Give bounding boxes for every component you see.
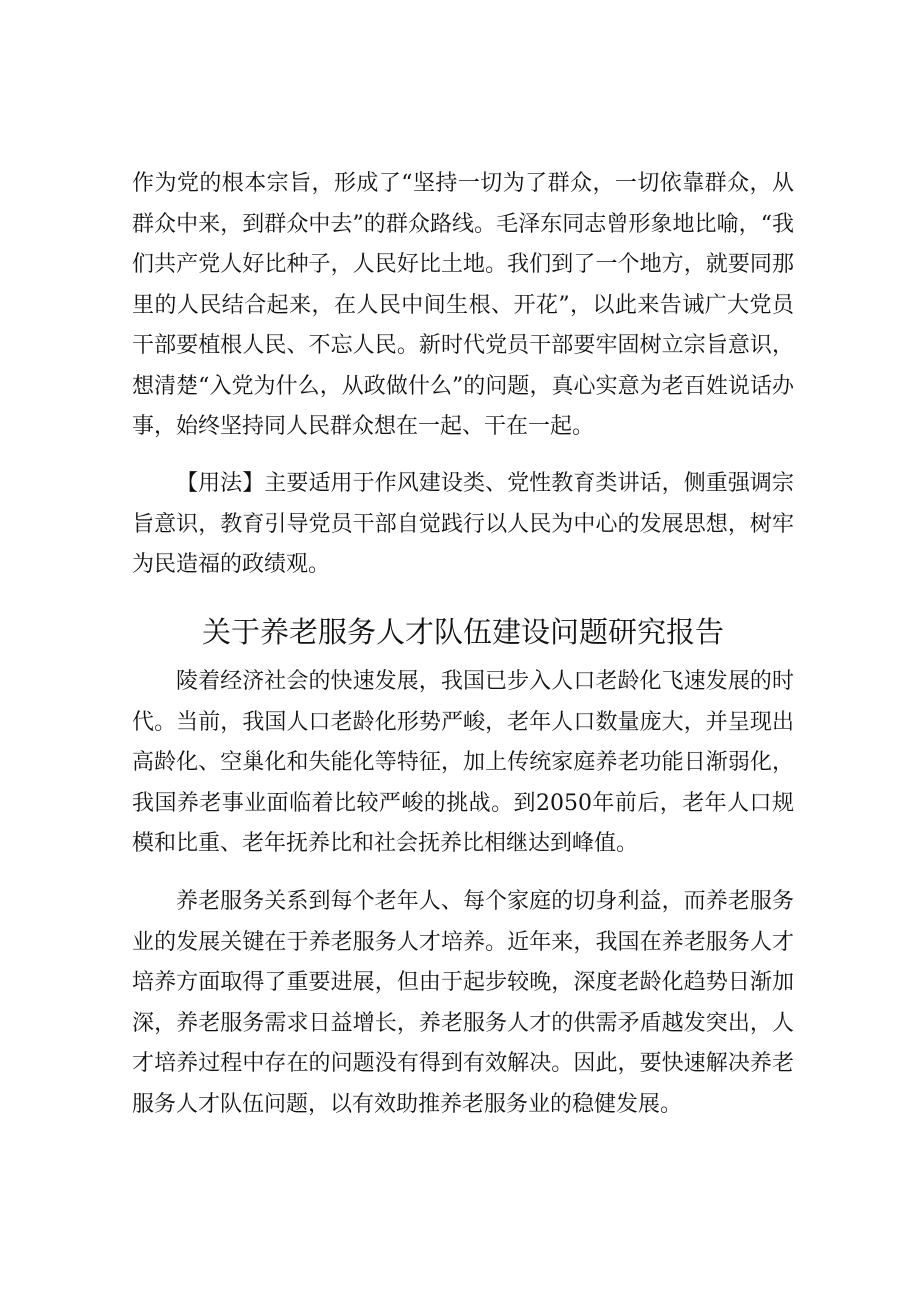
- body-paragraph: 养老服务关系到每个老年人、每个家庭的切身利益，而养老服务业的发展关键在于养老服务人才培养。近年来，我国在养老服务人才培养方面取得了重要进展，但由于起步较晚，深度老龄化趋势日渐加深，养老服务需求日益增长，养老服务人才的供需矛盾越发突出，人才培养过程中存在的问题没有得到有效解决。因此，要快速解决养老服务人才队伍问题，以有效助推养老服务业的稳健发展。: [132, 889, 794, 1117]
- usage-paragraph: 【用法】主要适用于作风建设类、党性教育类讲话，侧重强调宗旨意识，教育引导党员干部自觉践行以人民为中心的发展思想，树牢为民造福的政绩观。: [132, 471, 794, 577]
- body-paragraph: 陵着经济社会的快速发展，我国已步入人口老龄化飞速发展的时代。当前，我国人口老龄化形势严峻，老年人口数量庞大，并呈现出高龄化、空巢化和失能化等特征，加上传统家庭养老功能日渐弱化，我国养老事业面临着比较严峻的挑战。到2050年前后，老年人口规模和比重、老年抚养比和社会抚养比相继达到峰值。: [132, 669, 794, 856]
- report-title: 关于养老服务人才队伍建设问题研究报告: [201, 615, 724, 649]
- body-paragraph: 作为党的根本宗旨，形成了“坚持一切为了群众，一切依靠群众，从群众中来，到群众中去”的群众路线。毛泽东同志曾形象地比喻，“我们共产党人好比种子，人民好比土地。我们到了一个地方，就要同那里的人民结合起来，在人民中间生根、开花”，以此来告诫广大党员干部要植根人民、不忘人民。新时代党员干部要牢固树立宗旨意识，想清楚“入党为什么，从政做什么”的问题，真心实意为老百姓说话办事，始终坚持同人民群众想在一起、干在一起。: [132, 171, 794, 439]
